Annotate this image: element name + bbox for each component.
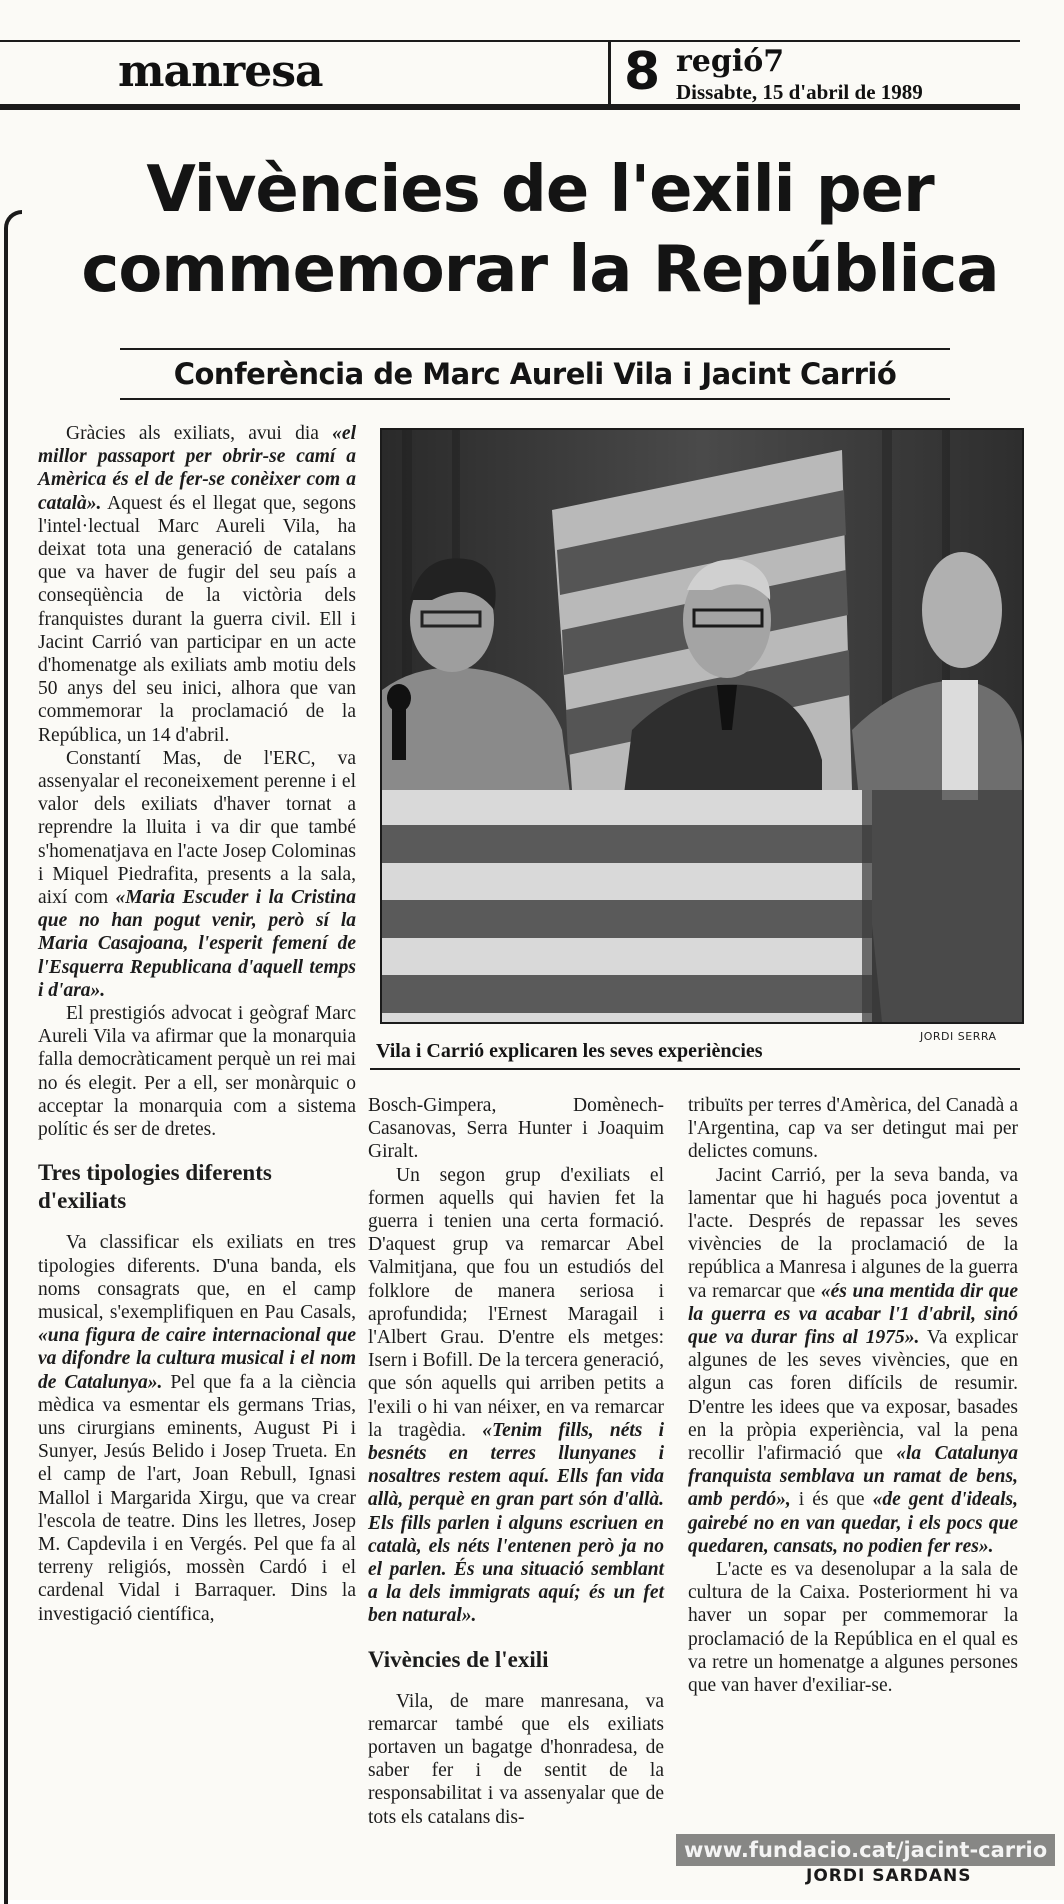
photo-illustration [382, 430, 1022, 1022]
quote: «una figura de caire internacional que va difondre la cultura musical i el nom de Catalunya». [38, 1325, 356, 1393]
paragraph [38, 747, 356, 1002]
quote: «la Catalunya franquista semblava un ramat de bens, amb perdó», [688, 1443, 1019, 1511]
quote: «és una mentida dir que la guerra es va acabar l'1 d'abril, sinó que va durar fins al 1975». [688, 1280, 1018, 1349]
publication-name: regió7 [676, 44, 785, 79]
page-edge-border [4, 210, 22, 1904]
caption-rule [370, 1068, 1020, 1070]
paragraph: Bosch-Gimpera, Domènech-Casanovas, Serra Hunter i Joaquim Giralt. [368, 1095, 664, 1163]
headline-line-1: Vivències de l'exili per [146, 153, 934, 227]
paragraph [688, 1164, 1018, 1558]
article-column-1 [38, 422, 356, 1626]
paragraph [38, 1231, 356, 1625]
text: Aquest és el llegat que, segons l'intel·lectual Marc Aureli Vila, ha deixat tota una generació de catalans que va haver de fugir del seu país a conseqüència de la victòria dels franquistes durant la guerra civil. Ell i Jacint Carrió van participar en un acte d'homenatge als exiliats amb motiu dels 50 anys del seu inici, alhora que van commemorar la proclamació de la República, un 14 d'abril. [38, 492, 356, 746]
text: Un segon grup d'exiliats el formen aquells qui havien fet la guerra i tenien una certa formació. D'aquest grup va remarcar Abel Valmitjana, que fou un estudiós del folklore de manera seriosa i aprofundida; l'Ernest Maragail i l'Albert Grau. D'entre els metges: Isern i Bofill. De la tercera generació, que són aquells qui arriben petits a l'exili o hi van néixer, en va remarcar la tragèdia. [368, 1164, 664, 1441]
subheadline-top-rule [120, 348, 950, 350]
article-photo [380, 428, 1024, 1024]
paragraph: Vila, de mare manresana, va remarcar també que els exiliats portaven un bagatge d'honradesa, de saber fer i de sentit de la responsabilitat i va assenyalar que de tots els catalans dis- [368, 1690, 664, 1828]
section-heading: Vivències de l'exili [368, 1646, 549, 1672]
text: Jacint Carrió, per la seva banda, va lamentar que hi hagués poca joventut a l'acte. Després de repassar les seves vivències de la proclamació de la república a Manresa i algunes de la guerra va remarcar que [688, 1164, 1018, 1302]
subheadline-bottom-rule [120, 398, 950, 400]
publication-date: Dissabte, 15 d'abril de 1989 [676, 80, 923, 104]
article-column-2 [368, 1094, 664, 1829]
table-shadow [862, 790, 1022, 1022]
text: Constantí Mas, de l'ERC, va assenyalar el reconeixement perenne i el valor dels exiliats d'haver tornat a reprendre la lluita i va dir que també s'homenatjava en l'acte Josep Colominas i Miquel Piedrafita, presents a la sala, així com [38, 747, 356, 909]
quote: «Maria Escuder i la Cristina que no han pogut venir, però sí la Maria Casajoana, l'esperit femení de l'Esquerra Republicana d'aquell temps i d'ara». [38, 887, 356, 1001]
masthead-bottom-rule [0, 104, 1020, 110]
page-number: 8 [624, 42, 661, 102]
headline-line-2: commemorar la República [81, 233, 999, 307]
text: i és que [798, 1489, 865, 1511]
paragraph: El prestigiós advocat i geògraf Marc Aureli Vila va afirmar que la monarquia falla democràticament perquè un rei mai no és elegit. Per a ell, ser monàrquic o acceptar la monarquia com a sistema polític és ser de dretes. [38, 1003, 356, 1141]
table-cloth [382, 790, 872, 1022]
byline: JORDI SARDANS [806, 1866, 972, 1886]
article-column-3 [688, 1094, 1018, 1697]
subheadline: Conferència de Marc Aureli Vila i Jacint Carrió [173, 357, 897, 391]
paragraph [368, 1164, 664, 1628]
photo-caption: Vila i Carrió explicaren les seves experiències [376, 1040, 763, 1062]
quote: «Tenim fills, néts i besnéts en terres llunyanes i nosaltres restem aquí. Ells fan vida allà, perquè en gran part són d'allà. Els fills parlen i alguns escriuen en català, els néts l'entenen però ja no el parlen. És una situació semblant a la dels immigrats aquí; és un fet ben natural». [368, 1419, 665, 1627]
quote: «de gent d'ideals, gairebé no en van quedar, i els pocs que quedaren, cansats, no podien fer res». [688, 1489, 1019, 1557]
paragraph [38, 422, 356, 747]
source-watermark: www.fundacio.cat/jacint-carrio [676, 1834, 1055, 1866]
paragraph: L'acte es va desenolupar a la sala de cultura de la Caixa. Posteriorment hi va haver un sopar per commemorar la proclamació de la República en el qual es va retre un homenatge a algunes persones que van haver d'exiliar-se. [688, 1559, 1018, 1697]
section-heading: Tres tipologies diferents d'exiliats [38, 1160, 272, 1214]
text: Va explicar algunes de les seves vivències, que en algun cas foren difícils de resumir. D'entre les idees que va exposar, basades en la pròpia experiència, val la pena recollir l'afirmació que [688, 1327, 1019, 1465]
text: Va classificar els exiliats en tres tipologies diferents. D'una banda, els noms consagrats que, en el camp musical, s'exemplifiquen en Pau Casals, [38, 1232, 356, 1323]
text: Gràcies als exiliats, avui dia [66, 423, 319, 444]
section-name: manresa [118, 46, 323, 97]
photo-credit: JORDI SERRA [920, 1030, 997, 1043]
paragraph: tribuïts per terres d'Amèrica, del Canadà a l'Argentina, cap va ser detingut mai per delictes comuns. [688, 1095, 1018, 1163]
headline [60, 150, 1020, 310]
text: Pel que fa a la ciència mèdica va esmentar els germans Trias, uns cirurgians eminents, August Pi i Sunyer, Jesús Belido i Josep Trueta. En el camp de l'art, Joan Rebull, Ignasi Mallol i Margarida Xirgu, que va crear l'escola de teatre. Dins les lletres, Josep M. Capdevila i en Vergés. Pel que fa al terreny religiós, mossèn Cardó i el cardenal Vidal i Barraquer. Dins la investigació científica, [38, 1371, 357, 1625]
quote: «el millor passaport per obrir-se camí a Amèrica és el de fer-se conèixer com a català». [38, 423, 356, 514]
